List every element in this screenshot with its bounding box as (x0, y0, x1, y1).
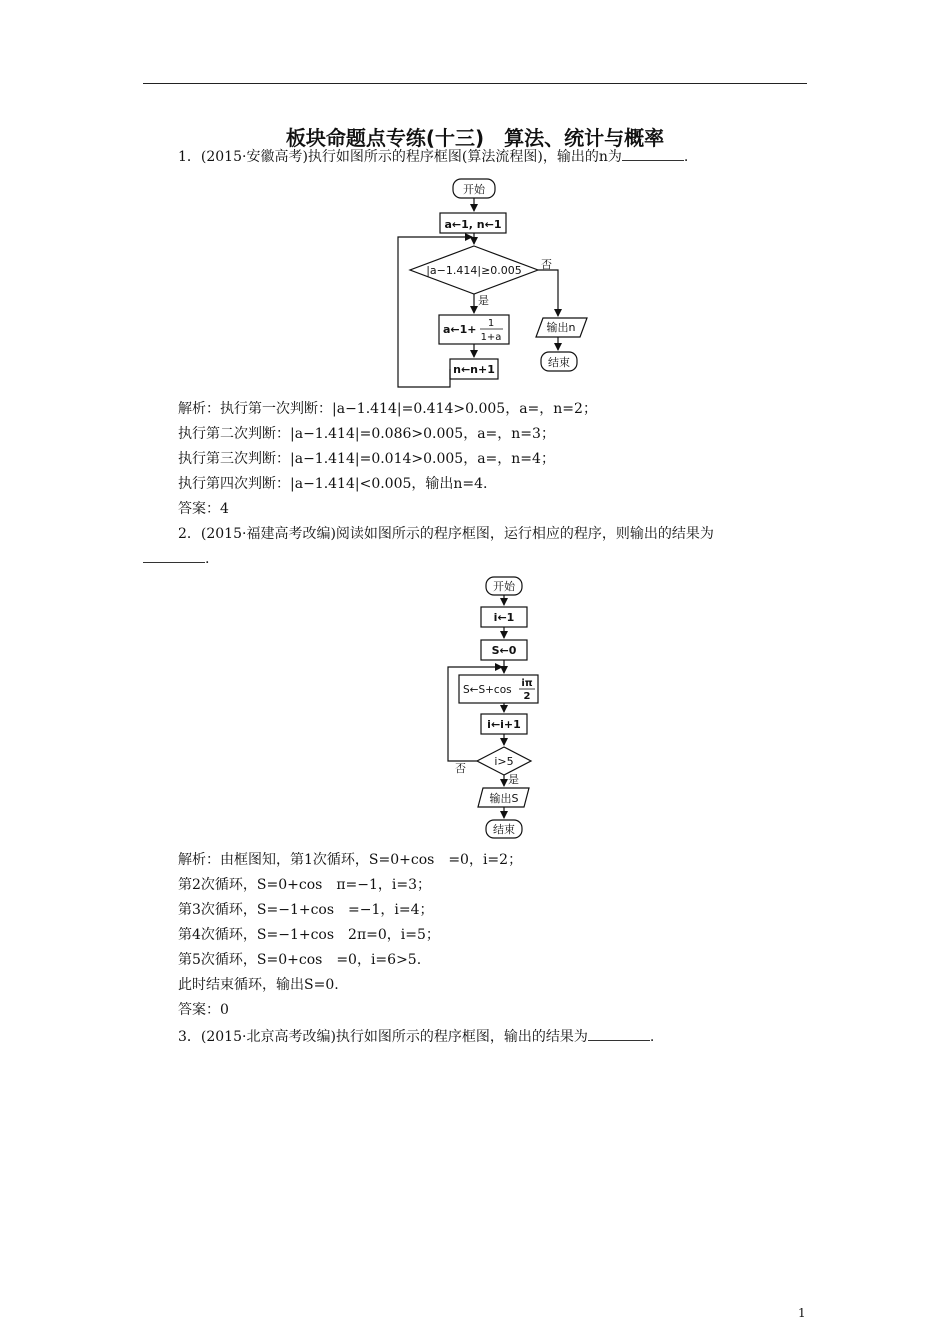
header-rule (143, 83, 807, 84)
output-label: 输出n (546, 321, 576, 334)
question-3-stem: 3．(2015·北京高考改编)执行如图所示的程序框图，输出的结果为 . (178, 1029, 655, 1045)
assign-n-label: n←n+1 (453, 363, 495, 376)
flowchart-1 (390, 172, 600, 394)
init-s-label: S←0 (491, 644, 517, 657)
yes-label: 是 (478, 294, 489, 307)
solution-1-line-3: 执行第三次判断：|a−1.414|=0.014>0.005，a=，n=4； (178, 451, 555, 467)
output-label: 输出S (489, 792, 519, 805)
question-2-stem: 2．(2015·福建高考改编)阅读如图所示的程序框图，运行相应的程序，则输出的结果为 (178, 526, 714, 542)
solution-2-line-1: 解析：由框图知，第1次循环，S=0+cos =0，i=2； (178, 852, 523, 868)
no-label: 否 (541, 258, 552, 271)
answer-1: 答案：4 (178, 501, 229, 517)
solution-1-line-2: 执行第二次判断：|a−1.414|=0.086>0.005，a=，n=3； (178, 426, 555, 442)
fraction-denominator: 1+a (480, 332, 502, 343)
assign-s-label: S←S+cos (463, 684, 512, 696)
init-label: a←1, n←1 (444, 218, 502, 231)
solution-2-line-5: 第5次循环，S=0+cos =0，i=6>5. (178, 952, 422, 968)
fraction-denominator: 2 (523, 691, 531, 702)
solution-2-line-3: 第3次循环，S=−1+cos =−1，i=4； (178, 902, 434, 918)
end-label: 结束 (493, 823, 515, 836)
condition-label: i>5 (494, 755, 514, 768)
yes-label: 是 (508, 773, 519, 786)
start-label: 开始 (463, 183, 485, 196)
init-i-label: i←1 (493, 611, 515, 624)
condition-label: |a−1.414|≥0.005 (426, 264, 522, 277)
question-1-stem: 1．(2015·安徽高考)执行如图所示的程序框图(算法流程图)，输出的n为 . (178, 149, 689, 165)
assign-a-label: a←1+ (443, 323, 477, 336)
question-2-blank-line: . (143, 550, 209, 568)
start-label: 开始 (493, 580, 515, 593)
end-label: 结束 (548, 356, 570, 369)
answer-2: 答案：0 (178, 1002, 229, 1018)
answer-blank (143, 550, 205, 563)
fraction-numerator: 1 (487, 318, 495, 329)
solution-1-line-1: 解析：执行第一次判断：|a−1.414|=0.414>0.005，a=，n=2； (178, 401, 597, 417)
solution-2-line-6: 此时结束循环，输出S=0. (178, 977, 339, 993)
page-title: 板块命题点专练(十三) 算法、统计与概率 (285, 126, 665, 150)
assign-i-label: i←i+1 (487, 718, 521, 731)
solution-2-line-4: 第4次循环，S=−1+cos 2π=0，i=5； (178, 927, 440, 943)
answer-blank (622, 148, 684, 161)
fraction-numerator: iπ (521, 678, 533, 689)
no-label: 否 (455, 762, 466, 775)
solution-1-line-4: 执行第四次判断：|a−1.414|<0.005，输出n=4. (178, 476, 488, 492)
solution-2-line-2: 第2次循环，S=0+cos π=−1，i=3； (178, 877, 432, 893)
answer-blank (588, 1028, 650, 1041)
flowchart-2 (440, 572, 560, 844)
page-number: 1 (798, 1306, 806, 1320)
